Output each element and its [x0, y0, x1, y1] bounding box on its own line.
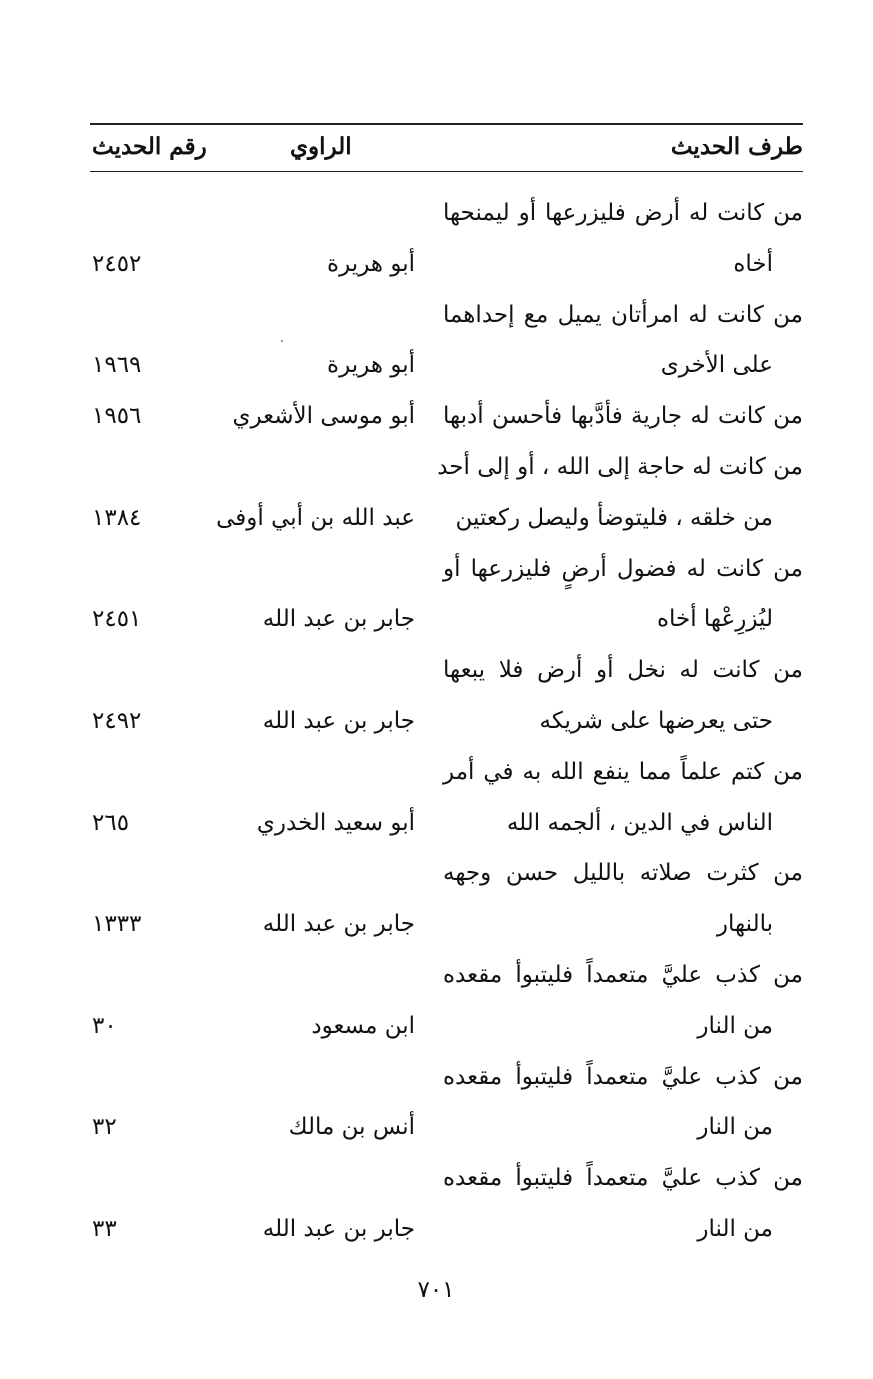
hadith-number: ١٩٦٩ — [92, 352, 142, 379]
hadith-continuation-text: ليُزرِعْها أخاه — [656, 606, 773, 633]
column-header-hadith-opening: طرف الحديث — [670, 133, 803, 160]
hadith-number: ٢٤٥١ — [92, 606, 142, 633]
hadith-number: ٣٢ — [92, 1114, 117, 1141]
table-row — [0, 442, 873, 493]
hadith-number: ١٣٣٣ — [92, 911, 142, 938]
hadith-opening-text: من كتم علماً مما ينفع الله به في أمر — [443, 758, 803, 785]
table-row — [0, 1204, 873, 1255]
hadith-number: ٢٤٥٢ — [92, 250, 142, 277]
hadith-number: ٣٣ — [92, 1215, 117, 1242]
header-bottom-rule — [90, 171, 803, 172]
hadith-continuation-text: أخاه — [733, 250, 773, 277]
table-row — [0, 950, 873, 1001]
table-row — [0, 696, 873, 747]
table-row — [0, 899, 873, 950]
hadith-opening-text: من كانت له امرأتان يميل مع إحداهما — [443, 301, 803, 328]
hadith-continuation-text: من خلقه ، فليتوضأ وليصل ركعتين — [455, 504, 773, 531]
hadith-opening-text: من كثرت صلاته بالليل حسن وجهه — [443, 860, 803, 887]
hadith-number: ٢٦٥ — [92, 809, 130, 836]
table-row — [0, 544, 873, 595]
table-row — [0, 239, 873, 290]
hadith-opening-text: من كذب عليَّ متعمداً فليتبوأ مقعده — [443, 1165, 803, 1192]
hadith-opening-text: من كانت له جارية فأدَّبها فأحسن أدبها — [443, 403, 803, 430]
table-row — [0, 391, 873, 442]
narrator-name: أبو سعيد الخدري — [256, 809, 415, 836]
header-top-rule — [90, 123, 803, 125]
table-row — [0, 340, 873, 391]
column-header-hadith-number: رقم الحديث — [92, 133, 207, 160]
narrator-name: أنس بن مالك — [288, 1114, 415, 1141]
narrator-name: عبد الله بن أبي أوفى — [216, 504, 415, 531]
narrator-name: جابر بن عبد الله — [262, 707, 415, 734]
hadith-number: ٢٤٩٢ — [92, 707, 142, 734]
hadith-opening-text: من كذب عليَّ متعمداً فليتبوأ مقعده — [443, 1063, 803, 1090]
hadith-index-table — [0, 188, 873, 1255]
table-row — [0, 1001, 873, 1052]
table-row — [0, 188, 873, 239]
hadith-continuation-text: بالنهار — [716, 911, 773, 938]
hadith-number: ٣٠ — [92, 1012, 117, 1039]
hadith-continuation-text: الناس في الدين ، ألجمه الله — [506, 809, 773, 836]
hadith-number: ١٩٥٦ — [92, 403, 142, 430]
hadith-opening-text: من كانت له حاجة إلى الله ، أو إلى أحد — [437, 453, 803, 480]
narrator-name: ابن مسعود — [311, 1012, 415, 1039]
narrator-name: جابر بن عبد الله — [262, 911, 415, 938]
table-row — [0, 848, 873, 899]
narrator-name: أبو موسى الأشعري — [232, 403, 415, 430]
table-row — [0, 747, 873, 798]
hadith-opening-text: من كانت له نخل أو أرض فلا يبعها — [443, 657, 803, 684]
table-row — [0, 1153, 873, 1204]
hadith-opening-text: من كانت له أرض فليزرعها أو ليمنحها — [443, 200, 803, 226]
hadith-continuation-text: من النار — [697, 1012, 773, 1039]
narrator-name: جابر بن عبد الله — [262, 1215, 415, 1242]
page-number: ٧٠١ — [417, 1277, 455, 1303]
column-header-narrator: الراوي — [290, 133, 352, 160]
table-row — [0, 594, 873, 645]
table-row — [0, 1052, 873, 1103]
table-row — [0, 798, 873, 849]
table-row — [0, 493, 873, 544]
table-row — [0, 1102, 873, 1153]
hadith-opening-text: من كذب عليَّ متعمداً فليتبوأ مقعده — [443, 961, 803, 988]
hadith-continuation-text: على الأخرى — [660, 352, 773, 379]
table-row — [0, 645, 873, 696]
narrator-name: جابر بن عبد الله — [262, 606, 415, 633]
table-row — [0, 290, 873, 341]
narrator-name: أبو هريرة — [327, 352, 415, 379]
narrator-name: أبو هريرة — [327, 250, 415, 277]
hadith-opening-text: من كانت له فضول أرضٍ فليزرعها أو — [443, 555, 803, 582]
hadith-continuation-text: من النار — [697, 1215, 773, 1242]
hadith-continuation-text: حتى يعرضها على شريكه — [539, 707, 773, 734]
hadith-number: ١٣٨٤ — [92, 504, 142, 531]
hadith-continuation-text: من النار — [697, 1114, 773, 1141]
